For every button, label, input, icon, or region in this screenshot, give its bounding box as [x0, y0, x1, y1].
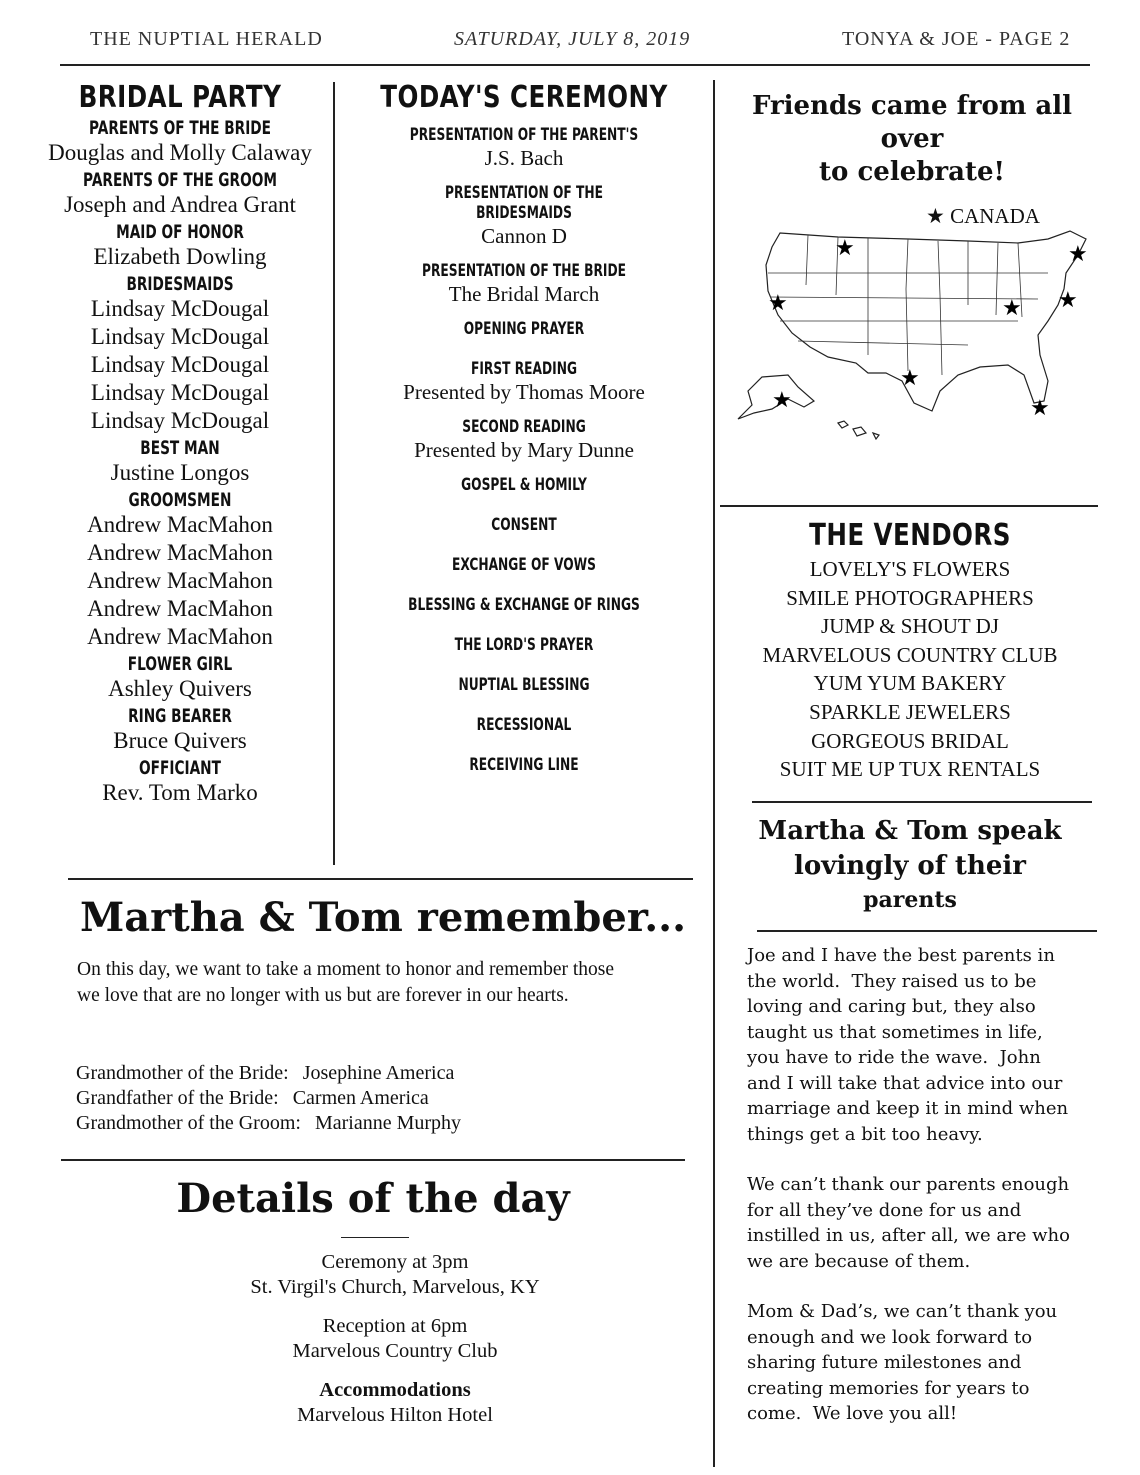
vendor-list: [722, 555, 1098, 784]
ceremony-item: [345, 475, 703, 495]
ceremony-item-heading: PRESENTATION OF THE BRIDESMAIDS: [445, 183, 603, 223]
bridal-role-heading: PARENTS OF THE BRIDE: [88, 117, 272, 139]
remembered-relation: Grandfather of the Bride:: [76, 1087, 279, 1109]
speak-paragraphs: [747, 943, 1132, 1452]
ceremony-item-heading: GOSPEL & HOMILY: [461, 475, 587, 495]
speak-line: enough and we look forward to: [747, 1326, 1033, 1348]
ceremony-item-heading: CONSENT: [491, 515, 557, 535]
reception-place: Marvelous Country Club: [292, 1340, 498, 1362]
star-icon: ★: [926, 204, 945, 228]
hawaii-outline: [838, 421, 879, 439]
map-star-texas: ★: [900, 366, 920, 391]
remembered-person: [76, 1061, 696, 1086]
remember-rule: [68, 878, 693, 880]
ceremony-item: [345, 515, 703, 535]
bridal-role-heading: OFFICIANT: [139, 757, 221, 779]
ceremony-item: [345, 755, 703, 775]
friends-section: [722, 90, 1102, 189]
speak-line: We can’t thank our parents enough: [747, 1174, 1070, 1195]
ceremony-item: [345, 261, 703, 307]
ceremony-item: [345, 125, 703, 171]
ceremony-item: [345, 319, 703, 339]
ceremony-item: [345, 595, 703, 615]
details-title-underline: [341, 1237, 409, 1238]
speak-line: things get a bit too heavy.: [747, 1123, 983, 1145]
newspaper-name: THE NUPTIAL HERALD: [90, 28, 323, 50]
ceremony-place: St. Virgil's Church, Marvelous, KY: [250, 1276, 540, 1298]
speak-title-line3: parents: [863, 887, 957, 913]
accommodations-label: Accommodations: [319, 1379, 471, 1401]
map-star-montana: ★: [835, 236, 855, 261]
page-label: TONYA & JOE - PAGE 2: [842, 28, 1071, 50]
speak-line: come. We love you all!: [747, 1403, 958, 1424]
vendors-rule: [752, 801, 1092, 803]
ceremony-item-detail: J.S. Bach: [484, 146, 564, 170]
ceremony-item-heading: SECOND READING: [462, 417, 586, 437]
bridal-party-name: Joseph and Andrea Grant: [64, 192, 296, 217]
bridal-party-groups: [20, 117, 340, 807]
bridal-party-name: Andrew MacMahon: [87, 512, 273, 537]
ceremony-item: [345, 555, 703, 575]
remembered-name: Carmen America: [292, 1087, 429, 1109]
bridal-party-section: [20, 80, 340, 807]
bridal-party-name: Andrew MacMahon: [87, 596, 273, 621]
bridal-party-name: Lindsay McDougal: [90, 352, 270, 377]
ceremony-item-heading: EXCHANGE OF VOWS: [452, 555, 596, 575]
ceremony-item-detail: Cannon D: [481, 224, 567, 248]
bridal-role-heading: GROOMSMEN: [128, 489, 232, 511]
ceremony-item-heading: FIRST READING: [470, 359, 578, 379]
remembered-person: [76, 1111, 696, 1136]
remember-intro-line1: On this day, we want to take a moment to honor and remember those: [77, 959, 615, 980]
vendor-item: SPARKLE JEWELERS: [809, 699, 1011, 724]
speak-title-line2: lovingly of their: [794, 851, 1026, 881]
speak-section: [722, 814, 1098, 916]
remember-people: [76, 1061, 696, 1136]
bridal-party-name: Andrew MacMahon: [87, 568, 273, 593]
vendors-title: THE VENDORS: [809, 518, 1011, 553]
canada-label: CANADA: [950, 204, 1040, 228]
bridal-party-name: Rev. Tom Marko: [102, 780, 258, 805]
ceremony-item-detail: Presented by Mary Dunne: [414, 438, 634, 462]
speak-paragraph: [747, 943, 1132, 1147]
map-star-california: ★: [768, 291, 788, 316]
bridal-party-name: Lindsay McDougal: [90, 408, 270, 433]
ceremony-item-heading: THE LORD'S PRAYER: [454, 635, 594, 655]
details-body: [61, 1250, 729, 1428]
us-map: [718, 225, 1104, 440]
remembered-name: Marianne Murphy: [314, 1112, 462, 1134]
speak-line: taught us that sometimes in life,: [747, 1021, 1043, 1043]
ceremony-item-heading: NUPTIAL BLESSING: [458, 675, 590, 695]
bridal-role-heading: BRIDESMAIDS: [126, 273, 234, 295]
ceremony-title: TODAY'S CEREMONY: [380, 80, 668, 115]
speak-paragraph: [747, 1172, 1132, 1274]
speak-rule: [757, 930, 1097, 932]
ceremony-items: [345, 125, 703, 775]
vendor-item: YUM YUM BAKERY: [813, 671, 1007, 696]
ceremony-item-detail: Presented by Thomas Moore: [403, 380, 645, 404]
map-star-ohio: ★: [1002, 296, 1022, 321]
bridal-party-name: Lindsay McDougal: [90, 324, 270, 349]
bridal-role-heading: PARENTS OF THE GROOM: [83, 169, 277, 191]
header-rule: [60, 64, 1090, 66]
bridal-party-name: Ashley Quivers: [108, 676, 252, 701]
speak-line: Mom & Dad’s, we can’t thank you: [747, 1301, 1058, 1322]
vendors-section: [722, 518, 1098, 784]
remember-intro-line2: we love that are no longer with us but are forever in our hearts.: [77, 985, 569, 1006]
bridal-role-heading: BEST MAN: [140, 437, 220, 459]
bridal-party-name: Justine Longos: [110, 460, 250, 485]
friends-title-line1: Friends came from all over: [751, 91, 1073, 154]
remembered-relation: Grandmother of the Groom:: [76, 1112, 301, 1134]
vendor-item: LOVELY'S FLOWERS: [809, 557, 1011, 581]
bridal-role-heading: FLOWER GIRL: [127, 653, 233, 675]
bridal-party-name: Lindsay McDougal: [90, 296, 270, 321]
issue-date: SATURDAY, JULY 8, 2019: [454, 28, 691, 50]
speak-line: the world. They raised us to be: [747, 970, 1037, 992]
ceremony-item-heading: RECESSIONAL: [476, 715, 572, 735]
speak-line: for all they’ve done for us and: [747, 1199, 1022, 1221]
reception-time: Reception at 6pm: [322, 1315, 468, 1337]
ceremony-section: [345, 80, 703, 795]
speak-line: instilled in us, after all, we are who: [747, 1225, 1070, 1246]
speak-line: Joe and I have the best parents in: [747, 945, 1055, 966]
bridal-party-title: BRIDAL PARTY: [78, 80, 282, 115]
ceremony-item: [345, 715, 703, 735]
ceremony-item: [345, 675, 703, 695]
remember-intro: [77, 957, 717, 1009]
vendor-item: SMILE PHOTOGRAPHERS: [786, 585, 1034, 610]
accommodations-place: Marvelous Hilton Hotel: [297, 1404, 493, 1426]
friends-title-line2: to celebrate!: [819, 157, 1005, 187]
speak-line: we are because of them.: [747, 1250, 971, 1272]
speak-line: loving and caring but, they also: [747, 996, 1036, 1017]
speak-line: and I will take that advice into our: [747, 1072, 1063, 1094]
map-rule: [720, 505, 1098, 507]
speak-paragraph: [747, 1299, 1132, 1427]
ceremony-item: [345, 417, 703, 463]
ceremony-item-heading: PRESENTATION OF THE PARENT'S: [409, 125, 639, 145]
remembered-name: Josephine America: [302, 1062, 455, 1084]
ceremony-item: [345, 183, 703, 249]
map-star-alaska: ★: [772, 388, 792, 413]
bridal-party-name: Bruce Quivers: [113, 728, 247, 753]
ceremony-item-heading: OPENING PRAYER: [463, 319, 585, 339]
speak-line: marriage and keep it in mind when: [747, 1098, 1069, 1119]
vendor-item: JUMP & SHOUT DJ: [821, 614, 999, 639]
map-star-newyork: ★: [1058, 288, 1078, 313]
speak-line: sharing future milestones and: [747, 1352, 1022, 1373]
bridal-party-name: Andrew MacMahon: [87, 540, 273, 565]
ceremony-item-heading: RECEIVING LINE: [469, 755, 579, 775]
ceremony-item: [345, 635, 703, 655]
bridal-party-name: Elizabeth Dowling: [93, 244, 267, 269]
speak-line: creating memories for years to: [747, 1377, 1030, 1399]
map-star-maine: ★: [1068, 242, 1088, 267]
speak-title-line1: Martha & Tom speak: [758, 816, 1062, 846]
bridal-role-heading: MAID OF HONOR: [116, 221, 244, 243]
details-rule: [61, 1159, 685, 1161]
vendor-item: MARVELOUS COUNTRY CLUB: [762, 642, 1058, 667]
remembered-person: [76, 1086, 696, 1111]
details-title: Details of the day: [176, 1175, 570, 1222]
map-star-florida: ★: [1030, 396, 1050, 421]
bridal-role-heading: RING BEARER: [128, 705, 232, 727]
remembered-relation: Grandmother of the Bride:: [76, 1062, 289, 1084]
remember-title: Martha & Tom remember...: [79, 894, 687, 941]
ceremony-item: [345, 359, 703, 405]
bridal-party-name: Lindsay McDougal: [90, 380, 270, 405]
vendor-item: GORGEOUS BRIDAL: [811, 728, 1009, 753]
bridal-party-name: Andrew MacMahon: [87, 624, 273, 649]
bridal-party-name: Douglas and Molly Calaway: [48, 140, 312, 165]
ceremony-item-heading: BLESSING & EXCHANGE OF RINGS: [408, 595, 640, 615]
ceremony-item-heading: PRESENTATION OF THE BRIDE: [421, 261, 626, 281]
vendor-item: SUIT ME UP TUX RENTALS: [779, 757, 1041, 782]
ceremony-item-detail: The Bridal March: [448, 282, 600, 306]
speak-line: you have to ride the wave. John: [747, 1047, 1041, 1068]
ceremony-time: Ceremony at 3pm: [321, 1251, 469, 1273]
